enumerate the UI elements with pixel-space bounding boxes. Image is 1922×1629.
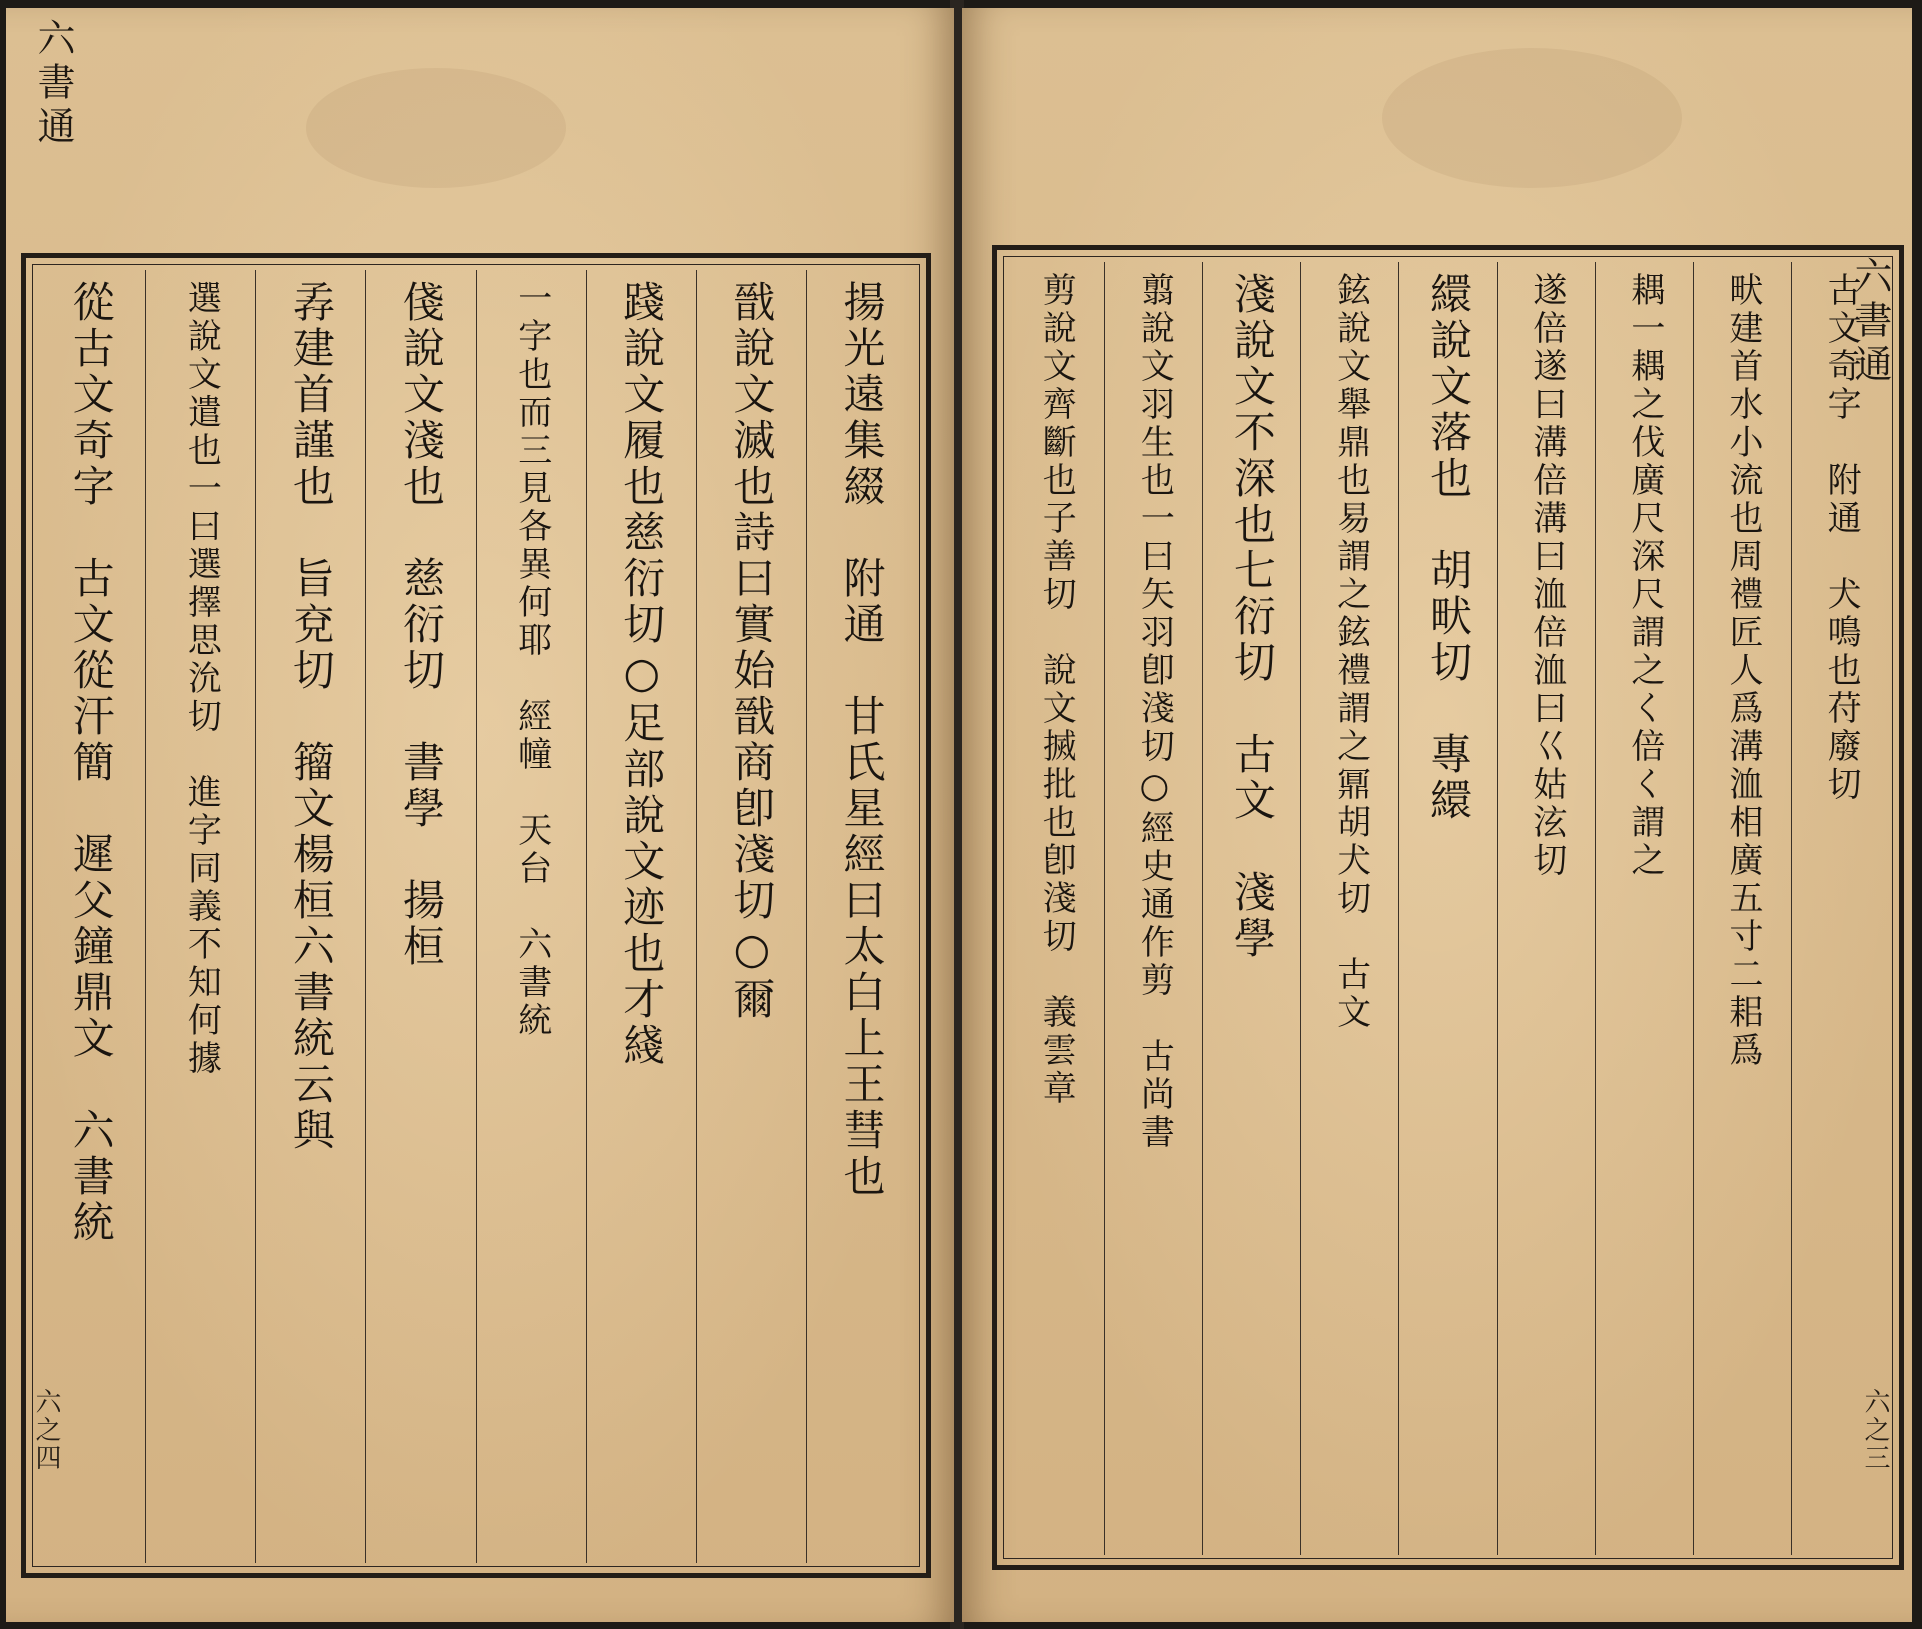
text-column: 從古文奇字 古文從汗簡 遲父鐘鼎文 六書統 [66,280,116,1246]
right-page [962,8,1912,1622]
left-page [6,8,954,1622]
text-column: 選說文遣也一曰選擇思沇切 進字同義不知何據 [145,270,255,1563]
text-column: 一字也而三見各異何耶 經幢 天台 六書統 [476,270,586,1563]
text-column: 鉉說文舉鼎也易謂之鉉禮謂之鼏胡犬切 古文 [1300,262,1398,1555]
text-column: 剪說文齊斷也子善切 說文搣批也卽淺切 義雲章 [1036,272,1077,1108]
text-column: 淺說文不深也七衍切 古文 淺學 [1202,262,1300,1555]
right-print-frame [992,245,1904,1570]
left-print-frame [21,253,931,1578]
text-column: 耦一耦之伐廣尺深尺謂之く倍く謂之 [1595,262,1693,1555]
text-column: 翦說文羽生也一曰矢羽卽淺切○經史通作剪 古尚書 [1104,262,1202,1555]
paper-stain [306,68,566,188]
text-column: 踐說文履也慈衍切○足部說文迹也才綫 [586,270,696,1563]
left-columns [36,270,916,1563]
text-column: 繯說文落也 胡畎切 專繯 [1398,262,1496,1555]
right-folio: 六之三 [1860,1388,1890,1472]
left-margin-title: 六書通 [31,18,75,150]
right-margin-title: 六書通 [1848,256,1892,388]
text-column: 戩說文滅也詩曰實始戩商卽淺切○爾 [696,270,806,1563]
text-column: 古文奇字 附通 犬鳴也苻廢切 [1791,262,1889,1555]
text-column: 揚光遠集綴 附通 甘氏星經曰太白上王彗也 [806,270,916,1563]
paper-stain [1382,48,1682,188]
right-columns [1007,262,1889,1555]
text-column: 孨建首謹也 旨兗切 籀文楊桓六書統云與 [255,270,365,1563]
left-folio: 六之四 [31,1388,61,1472]
text-column: 俴說文淺也 慈衍切 書學 揚桓 [365,270,475,1563]
text-column: 遂倍遂曰溝倍溝曰洫倍洫曰巜姑泫切 [1497,262,1595,1555]
text-column: 畎建首水小流也周禮匠人爲溝洫相廣五寸二耜爲 [1693,262,1791,1555]
